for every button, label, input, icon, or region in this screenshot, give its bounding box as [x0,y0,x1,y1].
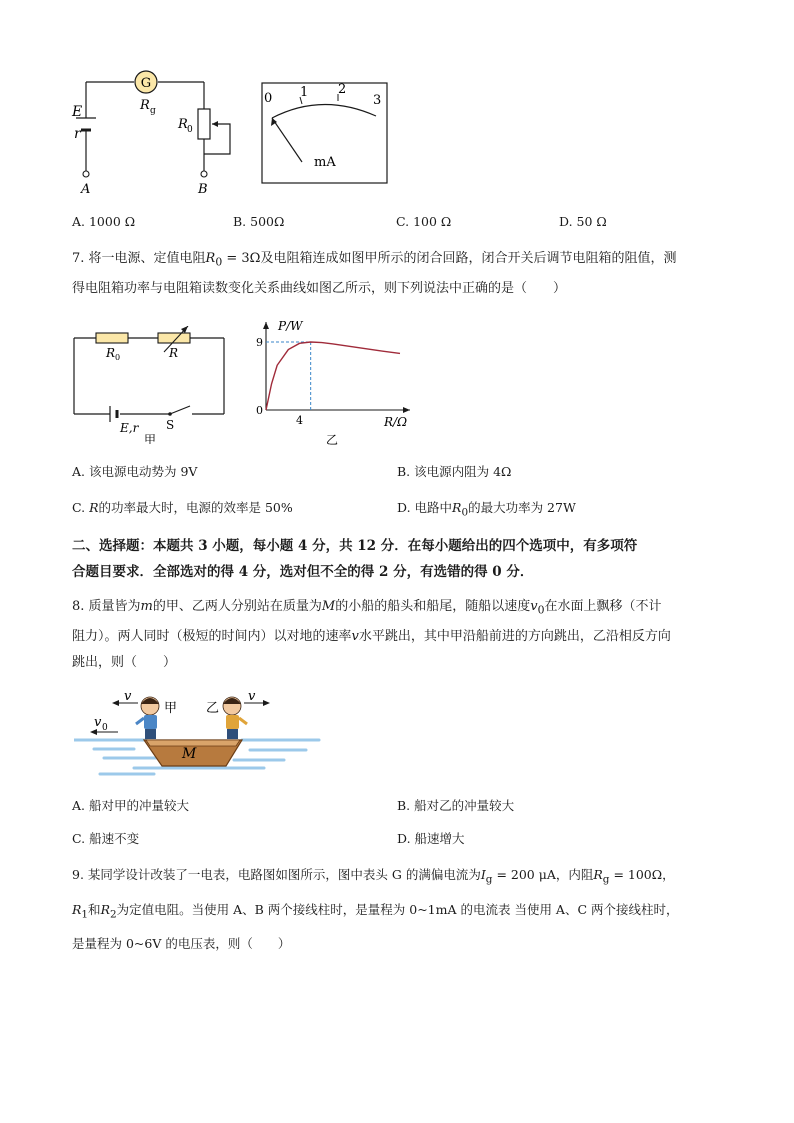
q7-option-b[interactable]: B. 该电源内阻为 4Ω [397,464,512,479]
q9-var-rg-sub: g [602,873,610,886]
q7-stem-text-2: 及电阻箱连成如图甲所示的闭合回路，闭合开关后调节电阻箱的阻值，测 [260,251,677,266]
q8-var-m: m [140,599,153,614]
q8-text-4: 在水面上飘移（不计 [544,599,662,614]
svg-text:A: A [81,182,91,197]
q9-text-3: = 100Ω， [609,867,675,882]
slider-arrow-icon [212,121,218,127]
q9-var-r2: R [100,901,110,917]
svg-text:0: 0 [187,125,193,135]
terminal-b-icon [201,171,207,177]
svg-text:乙: 乙 [206,701,220,716]
graph-caption: 乙 [326,433,339,447]
svg-text:E,r: E,r [120,421,139,435]
svg-text:v: v [94,715,102,730]
svg-text:R: R [140,98,150,113]
svg-text:E: E [72,104,83,120]
x-axis-arrow-icon [403,407,410,413]
section-2-line-2: 合题目要求．全部选对的得 4 分，选对但不全的得 2 分，有选错的得 0 分． [72,564,534,580]
q7-option-d-text: 的最大功率为 27W [468,500,576,515]
q8-var-v: v [351,628,359,644]
svg-text:0: 0 [264,91,273,106]
person-yi-icon [223,697,247,739]
q9-text: 9. 某同学设计改装了一电表，电路图如图所示，图中表头 G 的满偏电流为 [72,867,481,882]
galvanometer-icon [135,71,157,93]
q6-option-d[interactable]: D. 50 Ω [559,214,607,229]
svg-text:v: v [124,689,132,704]
q7-option-c[interactable] [72,498,293,516]
svg-text:M: M [182,746,197,762]
q7-option-c-prefix: C. [72,500,90,515]
q9-text-5: 为定值电阻。当使用 A、B 两个接线柱时，是量程为 0~1mA 的电流表 当使用 A、C 两个接线柱时， [116,901,679,917]
y-peak-label: 9 [256,336,263,349]
svg-text:g: g [150,106,156,116]
section-2-line-1: 二、选择题：本题共 3 小题，每小题 4 分，共 12 分．在每小题给出的四个选项中，有多项符 [72,538,638,554]
q6-option-a[interactable]: A. 1000 Ω [72,214,136,229]
svg-text:0: 0 [115,353,121,362]
q8-text: 8. 质量皆为 [72,599,141,614]
q8-text-5: 阻力）。两人同时（极短的时间内）以对地的速率 [72,628,352,644]
q7-stem-text-3: 得电阻箱功率与电阻箱读数变化关系曲线如图乙所示，则下列说法中正确的是（ ） [72,280,567,296]
chart-series-line [266,342,400,410]
q9-var-r2-sub: 2 [109,908,117,920]
x-peak-label: 4 [296,414,303,427]
q8-option-d[interactable]: D. 船速增大 [397,831,465,846]
svg-text:甲: 甲 [164,701,178,716]
q9-stem [72,860,732,959]
svg-text:2: 2 [338,82,347,97]
q8-text-6: 水平跳出，其中甲沿船前进的方向跳出，乙沿相反方向 [358,628,671,644]
q8-boat-figure [74,682,324,782]
svg-text:G: G [140,76,152,91]
svg-text:3: 3 [373,93,382,108]
q8-var-v0-sub: 0 [537,603,545,617]
q7-option-d-prefix: D. 电路中 [397,500,453,515]
q8-option-a[interactable]: A. 船对甲的冲量较大 [72,798,189,813]
q7-stem-r0: R [205,251,216,266]
q7-circuit-figure [66,326,236,444]
q7-option-c-text: 的功率最大时，电源的效率是 50% [98,500,293,515]
q9-var-rg: R [593,867,603,882]
q8-text-7: 跳出，则（ ） [72,654,177,670]
q7-option-c-var: R [89,500,99,515]
y-axis-arrow-icon [263,322,269,329]
q7-stem-text: 7. 将一电源、定值电阻 [72,251,206,266]
q9-text-6: 是量程为 0~6V 的电压表，则（ ） [72,936,291,951]
svg-text:B: B [198,182,208,197]
svg-text:0: 0 [102,723,108,733]
resistor-r0 [96,333,128,343]
q9-var-r1-sub: 1 [81,908,89,920]
q7-stem-eq: = 3Ω [222,251,261,266]
q7-option-d-sub: 0 [461,506,469,519]
svg-text:v: v [248,689,256,704]
section-2-heading [72,533,732,585]
q8-option-c[interactable]: C. 船速不变 [72,831,140,846]
q8-var-v0: v [530,599,538,614]
q9-var-ig: I [480,867,486,882]
figure-milliammeter [258,80,392,186]
q9-text-2: = 200 μA，内阻 [492,867,594,882]
q7-stem-r0-sub: 0 [215,255,223,269]
svg-text:甲: 甲 [144,433,157,444]
svg-text:r: r [74,126,81,142]
svg-text:1: 1 [300,85,309,100]
q6-option-b[interactable]: B. 500Ω [233,214,285,229]
q8-text-2: 的甲、乙两人分别站在质量为 [152,599,322,614]
svg-text:R: R [169,346,179,360]
q8-var-M: M [321,599,336,614]
q7-option-d[interactable] [397,498,576,519]
q8-option-b[interactable]: B. 船对乙的冲量较大 [397,798,515,813]
q9-var-r1: R [72,901,82,917]
terminal-a-icon [83,171,89,177]
svg-text:S: S [166,418,175,432]
svg-text:R: R [178,117,188,132]
y-axis-label: P/W [278,319,303,333]
q7-stem [72,246,732,302]
switch-icon [168,412,172,416]
q8-stem [72,594,732,676]
figure-galvanometer-circuit [60,66,260,201]
q9-text-4: 和 [88,901,101,917]
svg-text:mA: mA [314,155,336,170]
x-axis-label: R/Ω [384,415,408,429]
svg-text:R: R [106,346,116,360]
person-jia-icon [136,697,159,739]
q6-option-c[interactable]: C. 100 Ω [396,214,452,229]
q7-option-a[interactable]: A. 该电源电动势为 9V [72,464,198,479]
q7-power-graph [252,318,422,448]
q8-text-3: 的小船的船头和船尾，随船以速度 [335,599,531,614]
q7-option-d-var: R [452,500,462,515]
q9-var-ig-sub: g [485,873,493,886]
origin-label: 0 [256,404,263,417]
